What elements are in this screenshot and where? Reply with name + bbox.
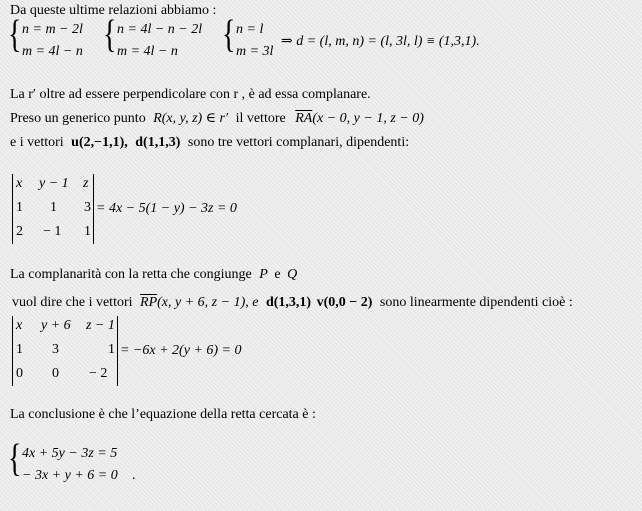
text: sono tre vettori complanari, dipendenti: [187,135,410,150]
vector-v: v(0,0 − 2) [316,295,373,310]
brace: { [103,13,117,58]
text: e i vettori [10,135,64,150]
vector-RP: $\overline{RP}$ [140,295,158,310]
eq-3a: n = l [236,22,264,37]
point-P: P [259,267,268,282]
vector-d: d(1,1,3) [135,135,181,150]
cell: 3 [84,200,91,215]
cell: − 1 [43,224,62,239]
brace: { [222,13,236,58]
point-R: R(x, y, z) ∈ r′ [153,111,229,126]
text: Preso un generico punto [10,111,146,126]
eq-2b: m = 4l − n [117,44,178,59]
vector-u: u(2,−1,1), [71,135,128,150]
determinant-2-result: = −6x + 2(y + 6) = 0 [120,343,242,358]
cell: 1 [108,342,115,357]
vector-d: d(1,3,1) [265,295,312,310]
generic-point-line [10,110,424,128]
complanarity-line [10,266,297,284]
cell: z − 1 [86,318,115,333]
determinant-2 [12,316,118,386]
cell: y − 1 [39,176,69,191]
cell: 1 [50,200,57,215]
eq-2a: n = 4l − n − 2l [117,22,203,37]
cell: x [16,176,23,191]
conclusion-text: La conclusione è che l’equazione della retta cercata è : [10,407,316,422]
final-eq-1: 4x + 5y − 3z = 5 [22,446,118,461]
intro-text: Da queste ultime relazioni abbiamo : [10,3,217,18]
system-of-equations-1 [8,13,480,64]
complanar-text: La r′ oltre ad essere perpendicolare con r , è ad essa complanare. [10,87,371,102]
text: il vettore [235,111,286,126]
cell: 0 [16,366,23,381]
brace: { [8,437,22,481]
vector-RA-components: (x − 0, y − 1, z − 0) [312,111,424,126]
cell: 1 [16,200,23,215]
eq-3b: m = 3l [236,44,274,59]
determinant-1-result: = 4x − 5(1 − y) − 3z = 0 [96,201,237,216]
text: La complanarità con la retta che congiunge [10,267,252,282]
eq-1a: n = m − 2l [22,22,83,37]
direction-result: ⇒ d = (l, m, n) = (l, 3l, l) ≡ (1,3,1). [281,34,480,49]
cell: 0 [52,366,59,381]
final-period: . [132,468,136,483]
vectors-line [10,134,409,152]
cell: x [16,318,23,333]
determinant-1 [12,174,94,244]
cell: 2 [16,224,23,239]
text: sono linearmente dipendenti cioè : [379,295,573,310]
cell: y + 6 [41,318,71,333]
cell: 1 [16,342,23,357]
text: e [274,267,281,282]
cell: 1 [84,224,91,239]
vector-RP-components: (x, y + 6, z − 1), e [157,295,259,310]
eq-1b: m = 4l − n [22,44,83,59]
vector-RA: $\overline{RA}$ [295,111,313,126]
cell: − 2 [89,366,108,381]
cell: z [83,176,89,191]
text: vuol dire che i vettori [12,295,133,310]
final-system [8,437,208,488]
cell: 3 [52,342,59,357]
dependence-line [12,294,573,312]
brace: { [8,13,22,58]
final-eq-2: − 3x + y + 6 = 0 [22,468,118,483]
point-Q: Q [287,267,298,282]
